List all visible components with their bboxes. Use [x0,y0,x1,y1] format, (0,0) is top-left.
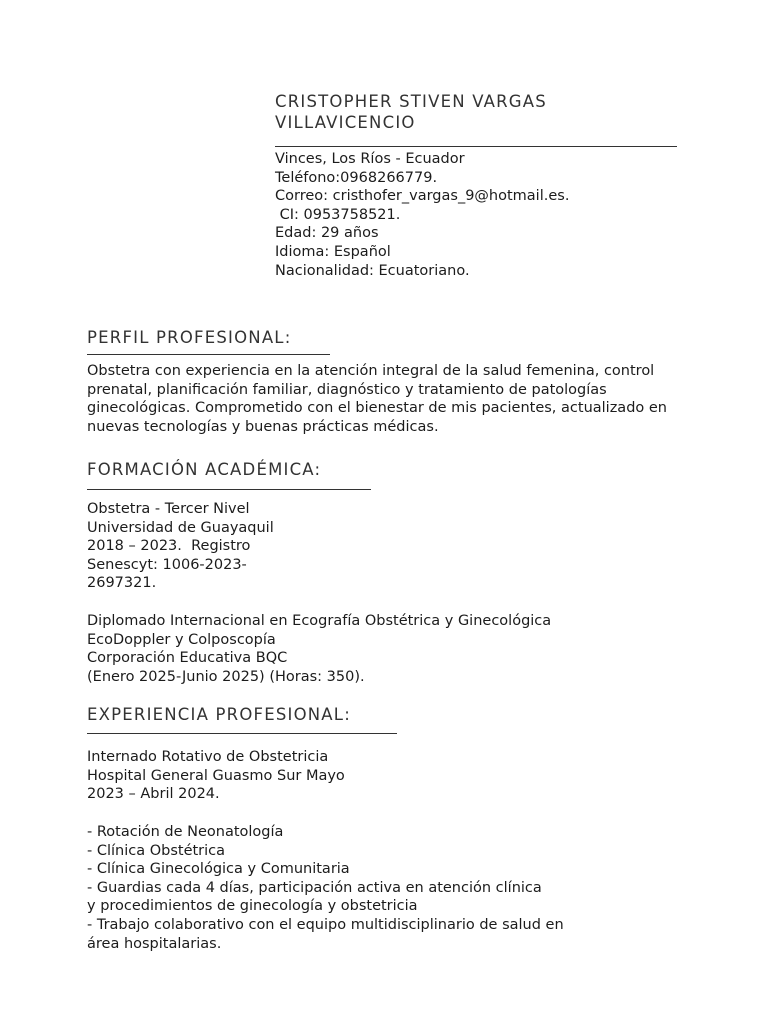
duty-item: y procedimientos de ginecología y obstetricia [87,898,418,915]
perfil-line: prenatal, planificación familiar, diagnóstico y tratamiento de patologías [87,381,607,398]
experiencia-line: Hospital General Guasmo Sur Mayo [87,767,345,784]
name-line-1: CRISTOPHER STIVEN VARGAS [275,92,547,111]
formacion-line: 2697321. [87,575,157,592]
contact-email: Correo: cristhofer_vargas_9@hotmail.es. [275,188,570,205]
perfil-text [87,362,667,436]
contact-info [275,150,569,280]
formacion-line: Universidad de Guayaquil [87,519,274,536]
duty-item: - Clínica Obstétrica [87,842,226,859]
formacion-line: Senescyt: 1006-2023- [87,556,247,573]
section-rule-experiencia [87,733,397,734]
formacion-line: (Enero 2025-Junio 2025) (Horas: 350). [87,668,365,685]
formacion-entry-2 [87,612,551,686]
section-title-experiencia: EXPERIENCIA PROFESIONAL: [87,705,351,724]
section-title-formacion: FORMACIÓN ACADÉMICA: [87,460,322,479]
formacion-line: EcoDoppler y Colposcopía [87,631,276,648]
experiencia-line: 2023 – Abril 2024. [87,786,220,803]
duty-item: - Clínica Ginecológica y Comunitaria [87,861,350,878]
perfil-line: Obstetra con experiencia en la atención integral de la salud femenina, control [87,363,655,379]
section-rule-perfil [87,354,330,355]
perfil-line: nuevas tecnologías y buenas prácticas médicas. [87,418,439,435]
duty-item: - Guardias cada 4 días, participación activa en atención clínica [87,879,542,896]
contact-location: Vinces, Los Ríos - Ecuador [275,151,465,167]
contact-phone: Teléfono:0968266779. [275,169,438,186]
formacion-entry-1 [87,500,274,593]
experiencia-header [87,748,345,804]
formacion-line: Diplomado Internacional en Ecografía Obstétrica y Ginecológica [87,613,552,629]
formacion-line: 2018 – 2023. Registro [87,538,251,555]
name-line-2: VILLAVICENCIO [275,113,416,132]
perfil-line: ginecológicas. Comprometido con el bienestar de mis pacientes, actualizado en [87,400,667,417]
duty-item: - Trabajo colaborativo con el equipo multidisciplinario de salud en [87,916,564,933]
experiencia-duties [87,823,564,953]
formacion-line: Corporación Educativa BQC [87,650,288,667]
formacion-line: Obstetra - Tercer Nivel [87,501,250,517]
contact-id: CI: 0953758521. [275,206,401,223]
candidate-name [275,91,677,133]
contact-age: Edad: 29 años [275,225,379,242]
experiencia-line: Internado Rotativo de Obstetricia [87,749,329,765]
section-rule-formacion [87,489,371,490]
duty-item: área hospitalarias. [87,935,222,952]
name-underline [275,146,677,147]
contact-nationality: Nacionalidad: Ecuatoriano. [275,262,470,279]
section-title-perfil: PERFIL PROFESIONAL: [87,328,292,347]
contact-language: Idioma: Español [275,243,391,260]
duty-item: - Rotación de Neonatología [87,824,284,840]
